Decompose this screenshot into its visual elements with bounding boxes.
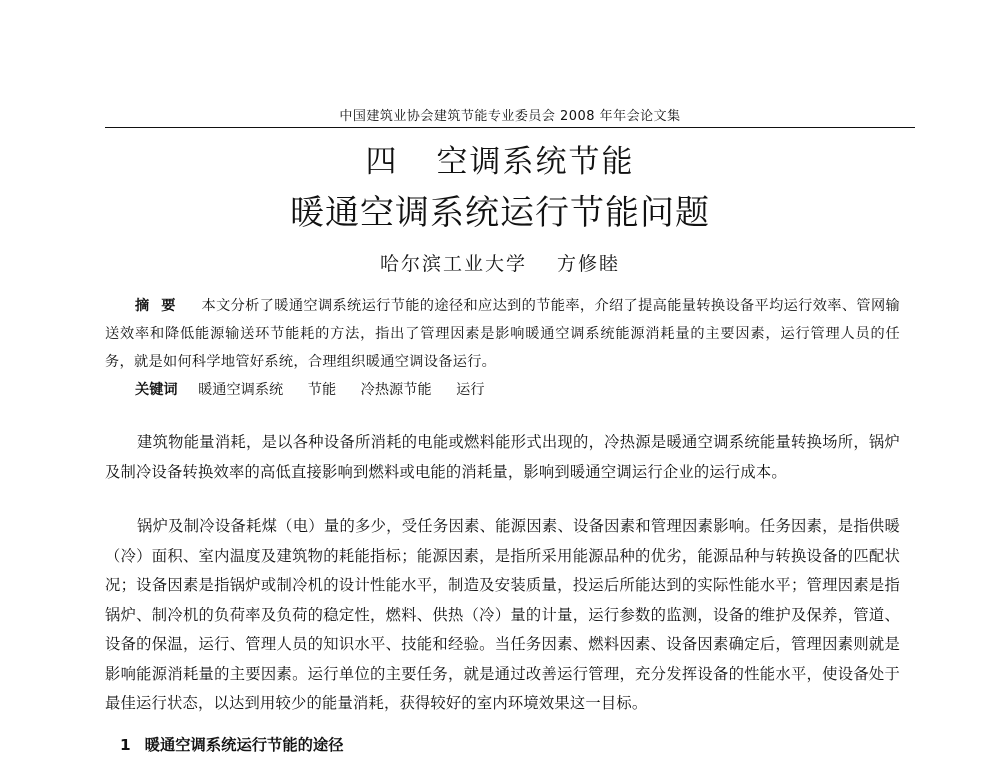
paper-title: 暖通空调系统运行节能问题 <box>290 193 710 233</box>
section-title <box>0 136 1000 181</box>
abstract <box>105 292 900 376</box>
keywords-label: 关键词 <box>135 382 178 398</box>
keywords <box>135 376 895 404</box>
keyword: 节能 <box>307 382 337 398</box>
keyword: 暖通空调系统 <box>198 382 284 398</box>
affiliation: 哈尔滨工业大学 <box>379 253 527 275</box>
author-name: 方修睦 <box>557 253 621 275</box>
keyword: 冷热源节能 <box>360 382 432 398</box>
subsection-heading <box>120 733 344 755</box>
subsection-number: 1 <box>120 736 131 754</box>
running-header: 中国建筑业协会建筑节能专业委员会 2008 年年会论文集 <box>105 105 915 128</box>
abstract-label: 摘要 <box>135 298 188 314</box>
section-title-text: 空调系统节能 <box>436 144 635 180</box>
subsection-title: 暖通空调系统运行节能的途径 <box>144 736 344 754</box>
keyword: 运行 <box>456 382 485 398</box>
section-number: 四 <box>365 144 399 180</box>
abstract-text: 本文分析了暖通空调系统运行节能的途径和应达到的节能率，介绍了提高能量转换设备平均运行效率、管网输送效率和降低能源输送环节能耗的方法，指出了管理因素是影响暖通空调系统能源消耗量的主要因素，运行管理人员的任务，就是如何科学地管好系统，合理组织暖通空调设备运行。 <box>105 298 900 370</box>
body-paragraph: 建筑物能量消耗，是以各种设备所消耗的电能或燃料能形式出现的，冷热源是暖通空调系统能量转换场所，锅炉及制冷设备转换效率的高低直接影响到燃料或电能的消耗量，影响到暖通空调运行企业的运行成本。 <box>105 433 900 481</box>
author-line <box>0 249 1000 276</box>
body-paragraph: 锅炉及制冷设备耗煤（电）量的多少，受任务因素、能源因素、设备因素和管理因素影响。任务因素，是指供暖（冷）面积、室内温度及建筑物的耗能指标；能源因素，是指所采用能源品种的优劣，能源品种与转换设备的匹配状况；设备因素是指锅炉或制冷机的设计性能水平，制造及安装质量，投运后所能达到的实际性能水平；管理因素是指锅炉、制冷机的负荷率及负荷的稳定性，燃料、供热（冷）量的计量，运行参数的监测，设备的维护及保养，管道、设备的保温，运行、管理人员的知识水平、技能和经验。当任务因素、燃料因素、设备因素确定后，管理因素则就是影响能源消耗量的主要因素。运行单位的主要任务，就是通过改善运行管理，充分发挥设备的性能水平，使设备处于最佳运行状态，以达到用较少的能量消耗，获得较好的室内环境效果这一目标。 <box>105 517 900 712</box>
